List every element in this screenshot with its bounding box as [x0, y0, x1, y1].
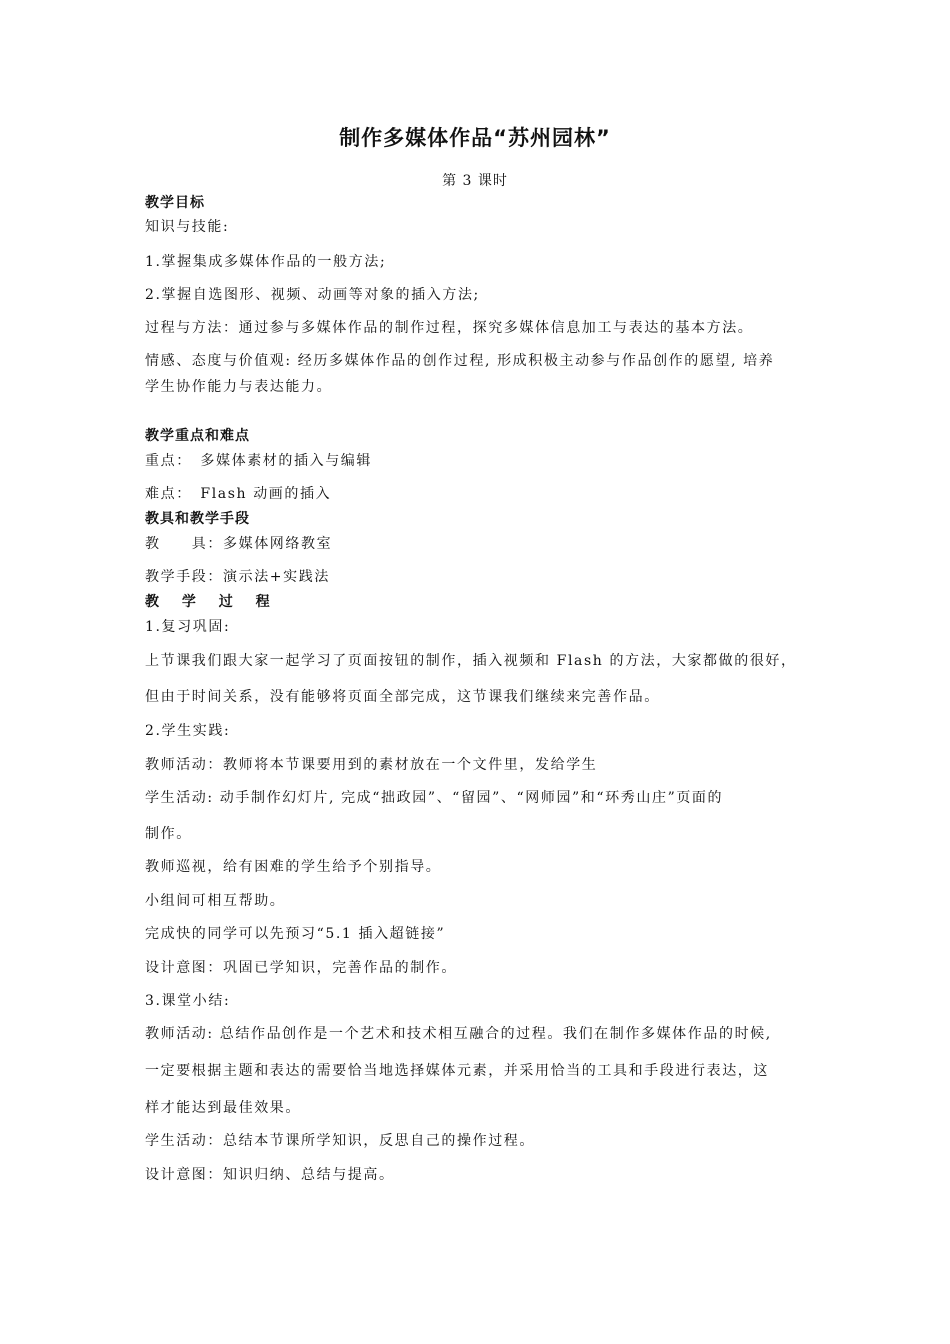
- focus-text: 重点： 多媒体素材的插入与编辑: [145, 453, 372, 469]
- preview-text: 完成快的同学可以先预习“5.1 插入超链接”: [145, 926, 446, 942]
- summary-label: 3.课堂小结:: [145, 993, 231, 1009]
- heading-objectives: 教学目标: [145, 195, 205, 211]
- equipment-text: 教 具：多媒体网络教室: [145, 536, 333, 552]
- review-text-line-2: 但由于时间关系，没有能够将页面全部完成，这节课我们继续来完善作品。: [145, 689, 660, 705]
- student-activity-line-1: 学生活动: 动手制作幻灯片, 完成“拙政园”、“留园”、“网师园”和“环秀山庄”页面的: [145, 790, 724, 806]
- document-title: 制作多媒体作品“苏州园林”: [339, 126, 611, 150]
- design-intent-text-2: 设计意图：知识归纳、总结与提高。: [145, 1167, 395, 1183]
- teacher-activity-text: 教师活动：教师将本节课要用到的素材放在一个文件里，发给学生: [145, 757, 598, 773]
- summary-teacher-line-3: 样才能达到最佳效果。: [145, 1100, 301, 1116]
- heading-process: 教 学 过 程: [145, 594, 279, 610]
- practice-label: 2.学生实践:: [145, 723, 231, 739]
- heading-keypoints: 教学重点和难点: [145, 428, 250, 444]
- group-help-text: 小组间可相互帮助。: [145, 893, 286, 909]
- skills-label: 知识与技能:: [145, 219, 230, 235]
- summary-student-text: 学生活动：总结本节课所学知识，反思自己的操作过程。: [145, 1133, 535, 1149]
- student-activity-line-2: 制作。: [145, 826, 192, 842]
- skill-item-2: 2.掌握自选图形、视频、动画等对象的插入方法;: [145, 287, 480, 303]
- review-text-line-1: 上节课我们跟大家一起学习了页面按钮的制作，插入视频和 Flash 的方法，大家都做的很好，: [145, 653, 797, 669]
- review-label: 1.复习巩固:: [145, 619, 231, 635]
- design-intent-text-1: 设计意图：巩固已学知识，完善作品的制作。: [145, 960, 457, 976]
- process-method-text: 过程与方法：通过参与多媒体作品的制作过程，探究多媒体信息加工与表达的基本方法。: [145, 320, 754, 336]
- methods-text: 教学手段：演示法+实践法: [145, 569, 330, 585]
- teacher-patrol-text: 教师巡视，给有困难的学生给予个别指导。: [145, 859, 442, 875]
- summary-teacher-line-1: 教师活动: 总结作品创作是一个艺术和技术相互融合的过程。我们在制作多媒体作品的时候,: [145, 1026, 772, 1042]
- lesson-period: 第 3 课时: [442, 173, 508, 189]
- attitude-text-line-2: 学生协作能力与表达能力。: [145, 379, 333, 395]
- heading-tools: 教具和教学手段: [145, 511, 250, 527]
- difficulty-text: 难点： Flash 动画的插入: [145, 486, 332, 502]
- attitude-text-line-1: 情感、态度与价值观: 经历多媒体作品的创作过程, 形成积极主动参与作品创作的愿望, 培养: [145, 353, 775, 369]
- skill-item-1: 1.掌握集成多媒体作品的一般方法;: [145, 254, 387, 270]
- summary-teacher-line-2: 一定要根据主题和表达的需要恰当地选择媒体元素，并采用恰当的工具和手段进行表达，这: [145, 1063, 769, 1079]
